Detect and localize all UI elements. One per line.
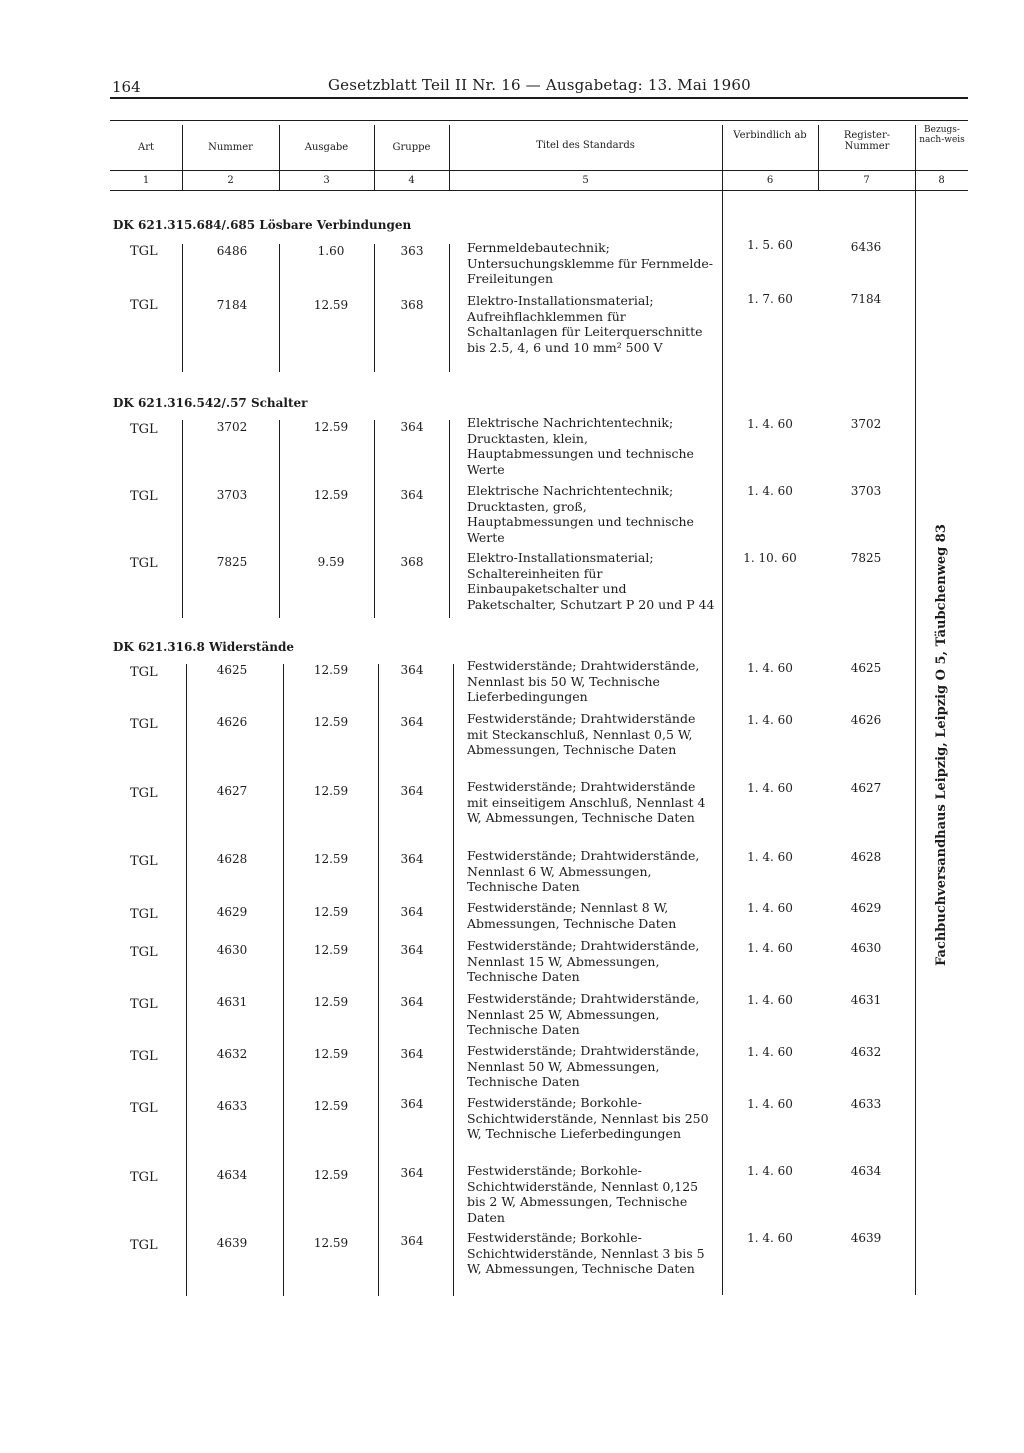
cell-gruppe: 364 (400, 905, 424, 919)
cell-nummer: 7825 (216, 555, 248, 569)
cell-register: 4626 (850, 713, 882, 727)
cell-titel: Festwiderstände; Drahtwiderstände, Nennlast 50 W, Abmessungen, Technische Daten (467, 1043, 700, 1089)
cell-titel: Elektrische Nachrichtentechnik; Drucktasten, groß, Hauptabmessungen und technische Werte (467, 483, 694, 545)
cell-gruppe: 364 (400, 420, 424, 434)
col-number-3: 3 (323, 175, 330, 186)
cell-register: 4631 (850, 993, 882, 1007)
col-header-gruppe: Gruppe (392, 142, 431, 153)
publisher-sidebar: Fachbuchversandhaus Leipzig, Leipzig O 5, Täubchenweg 83 (934, 524, 949, 966)
cell-art: TGL (130, 665, 158, 680)
cell-register: 4625 (850, 661, 882, 675)
cell-register: 6436 (850, 240, 882, 254)
cell-ausgabe: 12.59 (313, 1099, 349, 1113)
cell-titel: Festwiderstände; Drahtwiderstände, Nennlast 25 W, Abmessungen, Technische Daten (467, 991, 700, 1037)
cell-titel: Festwiderstände; Drahtwiderstände, Nennlast 15 W, Abmessungen, Technische Daten (467, 938, 700, 984)
row-divider (186, 664, 187, 1296)
cell-titel: Elektrische Nachrichtentechnik; Drucktasten, klein, Hauptabmessungen und technische Werte (467, 415, 694, 477)
cell-gruppe: 364 (400, 943, 424, 957)
cell-verbindlich: 1. 7. 60 (747, 292, 793, 306)
cell-verbindlich: 1. 4. 60 (747, 901, 793, 915)
cell-verbindlich: 1. 4. 60 (747, 850, 793, 864)
cell-verbindlich: 1. 5. 60 (747, 238, 793, 252)
cell-gruppe: 364 (400, 1047, 424, 1061)
row-divider (453, 664, 454, 1296)
cell-nummer: 4626 (216, 715, 248, 729)
cell-verbindlich: 1. 4. 60 (747, 417, 793, 431)
section-heading: DK 621.315.684/.685 Lösbare Verbindungen (113, 218, 412, 232)
cell-register: 7825 (850, 551, 882, 565)
cell-gruppe: 364 (400, 784, 424, 798)
cell-nummer: 4628 (216, 852, 248, 866)
cell-ausgabe: 12.59 (313, 995, 349, 1009)
cell-gruppe: 364 (400, 1097, 424, 1111)
cell-ausgabe: 12.59 (313, 488, 349, 502)
cell-verbindlich: 1. 10. 60 (743, 551, 797, 565)
cell-nummer: 4629 (216, 905, 248, 919)
cell-gruppe: 364 (400, 852, 424, 866)
cell-nummer: 7184 (216, 298, 248, 312)
cell-art: TGL (130, 489, 158, 504)
cell-verbindlich: 1. 4. 60 (747, 661, 793, 675)
cell-ausgabe: 12.59 (313, 298, 349, 312)
cell-gruppe: 364 (400, 1166, 424, 1180)
cell-titel: Festwiderstände; Nennlast 8 W, Abmessungen, Technische Daten (467, 900, 677, 931)
cell-art: TGL (130, 244, 158, 259)
section-heading: DK 621.316.8 Widerstände (113, 640, 294, 654)
row-divider (374, 244, 375, 372)
cell-gruppe: 364 (400, 663, 424, 677)
cell-nummer: 4634 (216, 1168, 248, 1182)
cell-titel: Festwiderstände; Drahtwiderstände mit Steckanschluß, Nennlast 0,5 W, Abmessungen, Technische Daten (467, 711, 696, 757)
cell-nummer: 4632 (216, 1047, 248, 1061)
col-header-register: Register-Nummer (843, 130, 891, 152)
col-divider-7 (915, 125, 916, 1295)
cell-register: 4629 (850, 901, 882, 915)
cell-ausgabe: 12.59 (313, 663, 349, 677)
cell-verbindlich: 1. 4. 60 (747, 1164, 793, 1178)
cell-ausgabe: 12.59 (313, 1236, 349, 1250)
cell-nummer: 4631 (216, 995, 248, 1009)
cell-nummer: 3703 (216, 488, 248, 502)
header-rule (110, 97, 968, 99)
cell-titel: Festwiderstände; Borkohle-Schichtwiderstände, Nennlast 3 bis 5 W, Abmessungen, Technische Daten (467, 1230, 705, 1276)
col-header-verbindlich: Verbindlich ab (733, 130, 807, 141)
cell-art: TGL (130, 1101, 158, 1116)
cell-register: 4630 (850, 941, 882, 955)
row-divider (449, 244, 450, 372)
cell-verbindlich: 1. 4. 60 (747, 1045, 793, 1059)
cell-register: 3702 (850, 417, 882, 431)
row-divider (279, 420, 280, 618)
row-divider (182, 420, 183, 618)
cell-register: 4634 (850, 1164, 882, 1178)
cell-art: TGL (130, 786, 158, 801)
cell-register: 3703 (850, 484, 882, 498)
col-number-2: 2 (227, 175, 234, 186)
cell-titel: Festwiderstände; Drahtwiderstände mit einseitigem Anschluß, Nennlast 4 W, Abmessungen, Technische Daten (467, 779, 706, 825)
col-header-art: Art (137, 142, 155, 153)
cell-gruppe: 368 (400, 555, 424, 569)
row-divider (374, 420, 375, 618)
col-header-ausgabe: Ausgabe (304, 142, 349, 153)
cell-verbindlich: 1. 4. 60 (747, 484, 793, 498)
cell-art: TGL (130, 907, 158, 922)
col-header-nummer: Nummer (208, 142, 253, 153)
cell-nummer: 4630 (216, 943, 248, 957)
col-number-6: 6 (766, 175, 774, 186)
cell-titel: Festwiderstände; Drahtwiderstände, Nennlast bis 50 W, Technische Lieferbedingungen (467, 658, 700, 704)
col-number-4: 4 (408, 175, 415, 186)
cell-ausgabe: 9.59 (317, 555, 345, 569)
cell-ausgabe: 1.60 (317, 244, 345, 258)
cell-art: TGL (130, 717, 158, 732)
cell-gruppe: 364 (400, 715, 424, 729)
cell-titel: Festwiderstände; Borkohle-Schichtwiderstände, Nennlast 0,125 bis 2 W, Abmessungen, Technische Daten (467, 1163, 699, 1225)
col-number-1: 1 (142, 175, 150, 186)
cell-gruppe: 364 (400, 995, 424, 1009)
page-number: 164 (112, 78, 141, 96)
cell-ausgabe: 12.59 (313, 943, 349, 957)
cell-ausgabe: 12.59 (313, 1047, 349, 1061)
cell-nummer: 4625 (216, 663, 248, 677)
cell-nummer: 6486 (216, 244, 248, 258)
col-header-titel: Titel des Standards (536, 140, 635, 151)
cell-art: TGL (130, 1170, 158, 1185)
cell-verbindlich: 1. 4. 60 (747, 781, 793, 795)
cell-ausgabe: 12.59 (313, 420, 349, 434)
cell-art: TGL (130, 298, 158, 313)
cell-art: TGL (130, 945, 158, 960)
row-divider (449, 420, 450, 618)
col-number-7: 7 (863, 175, 870, 186)
cell-ausgabe: 12.59 (313, 715, 349, 729)
cell-titel: Fernmeldebautechnik; Untersuchungsklemme für Fernmelde-Freileitungen (467, 240, 713, 286)
cell-ausgabe: 12.59 (313, 1168, 349, 1182)
row-divider (378, 664, 379, 1296)
row-divider (283, 664, 284, 1296)
cell-titel: Festwiderstände; Borkohle-Schichtwiderstände, Nennlast bis 250 W, Technische Lieferbedingungen (467, 1095, 709, 1141)
cell-ausgabe: 12.59 (313, 784, 349, 798)
cell-register: 4628 (850, 850, 882, 864)
cell-gruppe: 363 (400, 244, 424, 258)
row-divider (279, 244, 280, 372)
row-divider (182, 244, 183, 372)
cell-register: 4632 (850, 1045, 882, 1059)
table-number-rule (110, 170, 968, 171)
cell-titel: Elektro-Installationsmaterial; Aufreihflachklemmen für Schaltanlagen für Leiterquerschnitte bis 2.5, 4, 6 und 10 mm² 500 V (467, 293, 703, 355)
page-title: Gesetzblatt Teil II Nr. 16 — Ausgabetag: 13. Mai 1960 (328, 76, 751, 94)
cell-art: TGL (130, 556, 158, 571)
cell-gruppe: 364 (400, 1234, 424, 1248)
cell-nummer: 3702 (216, 420, 248, 434)
cell-titel: Elektro-Installationsmaterial; Schaltereinheiten für Einbaupaketschalter und Paketschalter, Schutzart P 20 und P 44 (467, 550, 715, 612)
cell-art: TGL (130, 1238, 158, 1253)
cell-ausgabe: 12.59 (313, 905, 349, 919)
cell-titel: Festwiderstände; Drahtwiderstände, Nennlast 6 W, Abmessungen, Technische Daten (467, 848, 700, 894)
table-body-rule (110, 190, 968, 191)
cell-register: 7184 (850, 292, 882, 306)
cell-nummer: 4639 (216, 1236, 248, 1250)
cell-verbindlich: 1. 4. 60 (747, 941, 793, 955)
cell-register: 4627 (850, 781, 882, 795)
col-header-bezug: Bezugs-nach-weis (919, 125, 965, 145)
table-top-rule (110, 120, 968, 121)
cell-art: TGL (130, 1049, 158, 1064)
col-number-5: 5 (582, 175, 589, 186)
cell-nummer: 4633 (216, 1099, 248, 1113)
cell-art: TGL (130, 422, 158, 437)
cell-verbindlich: 1. 4. 60 (747, 1097, 793, 1111)
col-divider-5 (722, 125, 723, 1295)
cell-art: TGL (130, 997, 158, 1012)
cell-verbindlich: 1. 4. 60 (747, 993, 793, 1007)
cell-register: 4633 (850, 1097, 882, 1111)
cell-ausgabe: 12.59 (313, 852, 349, 866)
col-number-8: 8 (938, 175, 945, 186)
section-heading: DK 621.316.542/.57 Schalter (113, 396, 308, 410)
cell-nummer: 4627 (216, 784, 248, 798)
cell-register: 4639 (850, 1231, 882, 1245)
cell-gruppe: 368 (400, 298, 424, 312)
cell-art: TGL (130, 854, 158, 869)
cell-verbindlich: 1. 4. 60 (747, 1231, 793, 1245)
cell-gruppe: 364 (400, 488, 424, 502)
cell-verbindlich: 1. 4. 60 (747, 713, 793, 727)
